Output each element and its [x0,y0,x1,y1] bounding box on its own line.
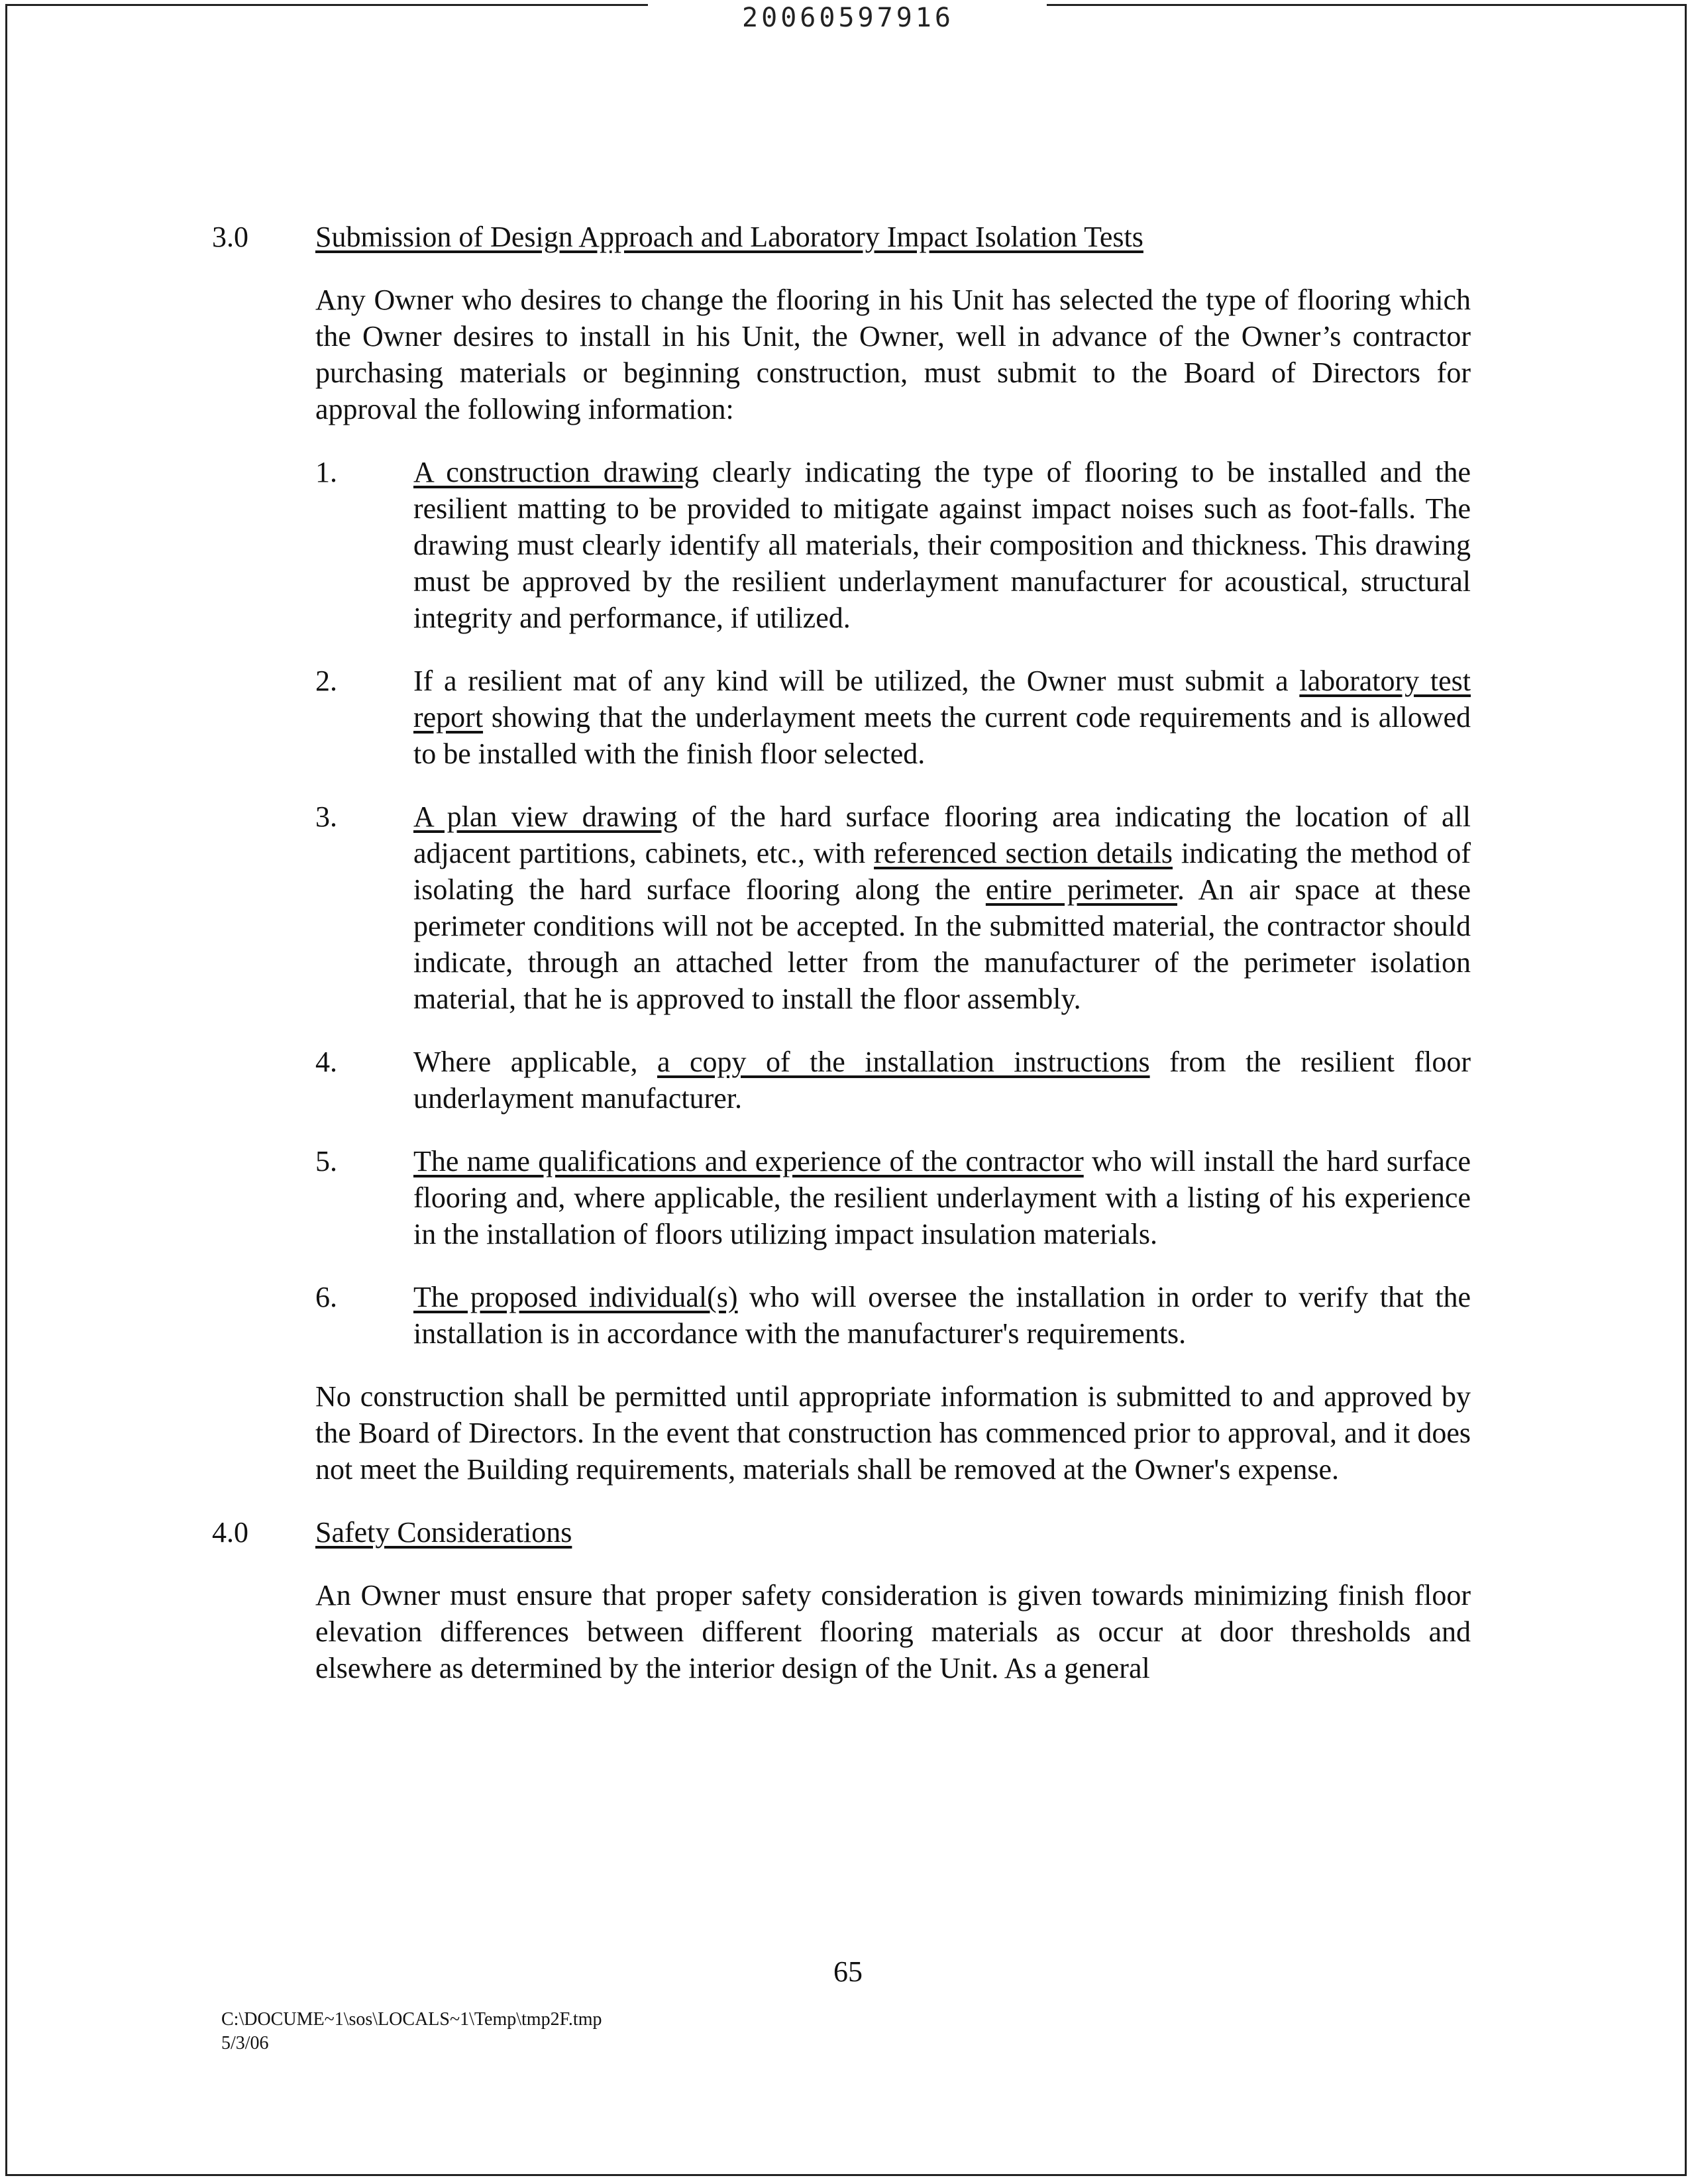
list-item-6 [315,1279,1471,1352]
section-4-number: 4.0 [212,1516,248,1549]
list-item-number: 1. [315,456,337,488]
underlined-term: entire perimeter [985,873,1178,906]
underlined-term: laboratory test report [413,665,1471,734]
list-item-text [413,798,1471,1017]
list-item-number: 3. [315,800,337,833]
underlined-term: The proposed individual(s) [413,1281,738,1313]
text-run: Where applicable, [413,1046,657,1078]
list-item-number: 5. [315,1145,337,1177]
text-run: If a resilient mat of any kind will be utilized, the Owner must submit a [413,665,1300,697]
list-item-4 [315,1044,1471,1117]
section-3-title: Submission of Design Approach and Laboratory Impact Isolation Tests [315,221,1143,253]
list-item-2 [315,663,1471,772]
text-run: of the hard surface flooring area indicating the location of all adjacent partitions, cabinets, etc., with [413,800,1471,869]
underlined-term: A plan view drawing [413,800,678,833]
document-body [212,219,1471,1713]
footer [221,2008,602,2055]
list-item-text [413,663,1471,772]
section-3-heading [212,219,1471,255]
underlined-term: referenced section details [874,837,1173,869]
list-item-3 [315,798,1471,1017]
list-item-number: 2. [315,665,337,697]
underlined-term: The name qualifications and experience of the contractor [413,1145,1084,1177]
section-3-intro: Any Owner who desires to change the flooring in his Unit has selected the type of flooring which the Owner desires to install in his Unit, the Owner, well in advance of the Owner’s contractor purchasing materials or beginning construction, must submit to the Board of Directors for approval the following information: [315,284,1471,425]
section-3-closing: No construction shall be permitted until appropriate information is submitted to and approved by the Board of Directors. In the event that construction has commenced prior to approval, and it does not meet the Building requirements, materials shall be removed at the Owner's expense. [315,1380,1471,1486]
section-4-body: An Owner must ensure that proper safety consideration is given towards minimizing finish floor elevation differences between different flooring materials as occur at door thresholds and elsewhere as determined by the interior design of the Unit. As a general [315,1579,1471,1684]
list-item-5 [315,1143,1471,1252]
list-item-text [413,1143,1471,1252]
footer-file-path: C:\DOCUME~1\sos\LOCALS~1\Temp\tmp2F.tmp [221,2009,602,2030]
list-item-1 [315,454,1471,636]
text-run: . An air space at these perimeter conditions will not be accepted. In the submitted material, the contractor should indicate, through an attached letter from the manufacturer of the perimeter isolation material, that he is approved to install the floor assembly. [413,873,1471,1015]
underlined-term: A construction drawing [413,456,699,488]
document-number: 20060597916 [742,3,954,33]
text-run: who will install the hard surface flooring and, where applicable, the resilient underlayment with a listing of his experience in the installation of floors utilizing impact insulation materials. [413,1145,1471,1250]
section-3-number: 3.0 [212,221,248,253]
text-run: clearly indicating the type of flooring to be installed and the resilient matting to be provided to mitigate against impact noises such as foot-falls. The drawing must clearly identify all materials, their composition and thickness. This drawing must be approved by the resilient underlayment manufacturer for acoustical, structural integrity and performance, if utilized. [413,456,1471,634]
list-item-text [413,1044,1471,1117]
page-number: 65 [833,1955,863,1988]
section-4-heading [212,1514,1471,1551]
list-item-text [413,1279,1471,1352]
text-run: who will oversee the installation in order to verify that the installation is in accordance with the manufacturer's requirements. [413,1281,1471,1350]
footer-date: 5/3/06 [221,2033,269,2053]
text-run: from the resilient floor underlayment manufacturer. [413,1046,1471,1115]
text-run: showing that the underlayment meets the current code requirements and is allowed to be installed with the finish floor selected. [413,701,1471,770]
underlined-term: a copy of the installation instructions [657,1046,1150,1078]
text-run: indicating the method of isolating the hard surface flooring along the [413,837,1471,906]
list-item-number: 6. [315,1281,337,1313]
list-item-text [413,454,1471,636]
list-item-number: 4. [315,1046,337,1078]
section-4-title: Safety Considerations [315,1516,572,1549]
